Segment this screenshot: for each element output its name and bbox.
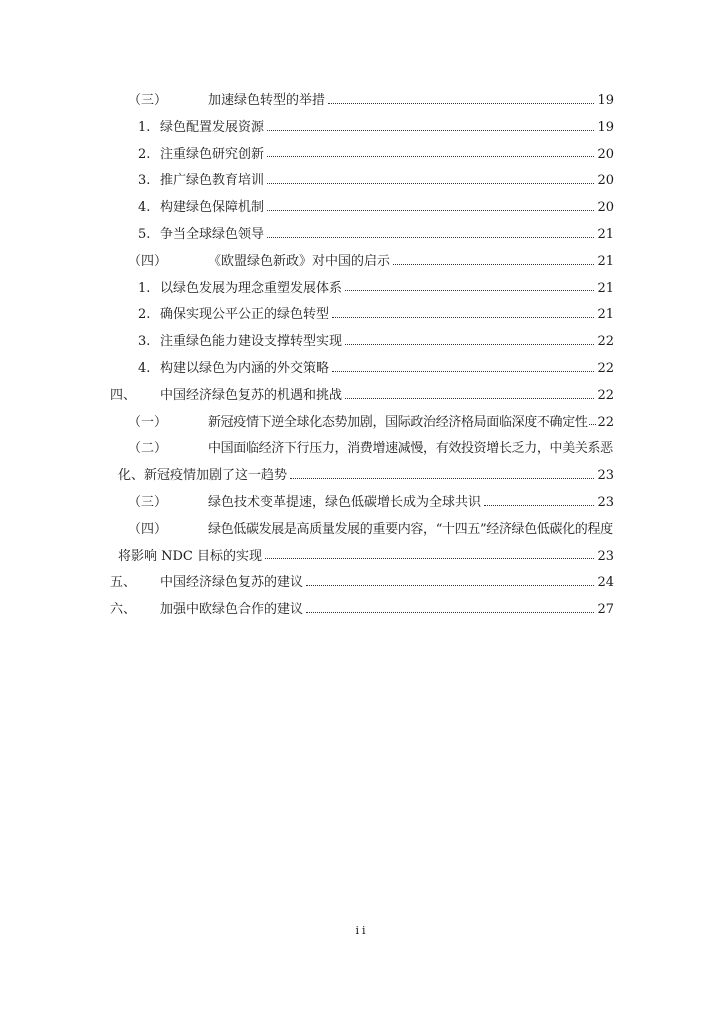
toc-entry-title: 构建绿色保障机制 bbox=[160, 200, 265, 216]
toc-entry-3-3-3[interactable] bbox=[110, 168, 614, 195]
toc-entry-title-line1: 中国面临经济下行压力，消费增速减慢，有效投资增长乏力，中美关系恶 bbox=[208, 441, 613, 457]
toc-entry-4-1[interactable] bbox=[110, 410, 614, 437]
toc-entry-page: 24 bbox=[597, 575, 614, 591]
dot-leader bbox=[328, 102, 594, 104]
toc-entry-title: 注重绿色能力建设支撑转型实现 bbox=[160, 334, 343, 350]
toc-entry-page: 21 bbox=[597, 253, 614, 269]
dot-leader bbox=[267, 209, 594, 211]
toc-entry-page: 22 bbox=[597, 387, 614, 403]
toc-entry-number: 4. bbox=[138, 360, 151, 376]
dot-leader bbox=[332, 370, 594, 372]
toc-entry-3-3[interactable] bbox=[110, 88, 614, 115]
toc-entry-3-3-5[interactable] bbox=[110, 222, 614, 249]
page-number-footer: ii bbox=[355, 924, 369, 937]
toc-entry-page: 21 bbox=[597, 226, 614, 242]
toc-entry-page: 21 bbox=[597, 307, 614, 323]
toc-entry-number: 3. bbox=[138, 334, 151, 350]
toc-entry-3-4-1[interactable] bbox=[110, 276, 614, 303]
dot-leader bbox=[267, 129, 594, 131]
toc-entry-page: 23 bbox=[597, 548, 614, 564]
toc-entry-page: 23 bbox=[597, 468, 614, 484]
toc-entry-4-2[interactable] bbox=[110, 436, 614, 490]
toc-entry-page: 23 bbox=[597, 494, 614, 510]
dot-leader bbox=[332, 316, 594, 318]
toc-entry-6[interactable] bbox=[110, 597, 614, 624]
toc-entry-title: 绿色技术变革提速，绿色低碳增长成为全球共识 bbox=[208, 494, 482, 510]
toc-entry-title: 争当全球绿色领导 bbox=[160, 226, 265, 242]
table-of-contents bbox=[110, 88, 614, 624]
toc-entry-page: 21 bbox=[597, 280, 614, 296]
dot-leader bbox=[393, 263, 594, 265]
toc-entry-number: （三） bbox=[128, 93, 168, 108]
toc-entry-title: 推广绿色教育培训 bbox=[160, 173, 265, 189]
toc-entry-number: 3. bbox=[138, 173, 151, 189]
dot-leader bbox=[345, 397, 594, 399]
toc-entry-3-4-3[interactable] bbox=[110, 329, 614, 356]
toc-entry-number: 5. bbox=[138, 226, 151, 242]
dot-leader bbox=[267, 182, 594, 184]
toc-entry-page: 20 bbox=[597, 200, 614, 216]
dot-leader bbox=[345, 343, 594, 345]
toc-entry-title: 确保实现公平公正的绿色转型 bbox=[160, 307, 330, 323]
toc-entry-4[interactable] bbox=[110, 383, 614, 410]
toc-entry-number: 2. bbox=[138, 307, 151, 323]
toc-entry-number: 4. bbox=[138, 200, 151, 216]
toc-entry-number: 2. bbox=[138, 146, 151, 162]
dot-leader bbox=[484, 504, 594, 506]
toc-entry-page: 20 bbox=[597, 146, 614, 162]
toc-entry-number: 1. bbox=[138, 119, 151, 135]
dot-leader bbox=[267, 236, 594, 238]
toc-entry-4-3[interactable] bbox=[110, 490, 614, 517]
toc-entry-title: 以绿色发展为理念重塑发展体系 bbox=[160, 280, 343, 296]
toc-entry-3-4-4[interactable] bbox=[110, 356, 614, 383]
toc-entry-4-4[interactable] bbox=[110, 517, 614, 571]
dot-leader bbox=[306, 584, 594, 586]
toc-entry-title: 《欧盟绿色新政》对中国的启示 bbox=[208, 253, 391, 269]
toc-entry-3-3-2[interactable] bbox=[110, 142, 614, 169]
dot-leader bbox=[306, 611, 594, 613]
toc-entry-page: 27 bbox=[597, 602, 614, 618]
toc-entry-page: 20 bbox=[597, 173, 614, 189]
toc-entry-title: 中国经济绿色复苏的建议 bbox=[160, 575, 304, 591]
toc-entry-page: 22 bbox=[597, 414, 614, 430]
toc-entry-title: 加速绿色转型的举措 bbox=[208, 93, 326, 108]
dot-leader bbox=[345, 289, 594, 291]
toc-entry-title: 绿色配置发展资源 bbox=[160, 119, 265, 135]
toc-entry-title: 新冠疫情下逆全球化态势加剧，国际政治经济格局面临深度不确定性 bbox=[208, 414, 588, 430]
toc-entry-page: 22 bbox=[597, 334, 614, 350]
toc-entry-page: 19 bbox=[597, 93, 614, 108]
toc-entry-title-line2: 将影响 NDC 目标的实现 bbox=[118, 548, 263, 564]
toc-entry-number: （一） bbox=[128, 414, 168, 430]
toc-entry-3-3-4[interactable] bbox=[110, 195, 614, 222]
toc-entry-page: 22 bbox=[597, 360, 614, 376]
toc-entry-number: 1. bbox=[138, 280, 151, 296]
toc-entry-number: （三） bbox=[128, 494, 168, 510]
toc-entry-number: （二） bbox=[128, 441, 168, 457]
dot-leader bbox=[265, 557, 594, 559]
toc-entry-5[interactable] bbox=[110, 570, 614, 597]
toc-entry-3-3-1[interactable] bbox=[110, 115, 614, 142]
toc-entry-number: 五、 bbox=[110, 575, 137, 591]
toc-entry-number: 六、 bbox=[110, 602, 137, 618]
toc-entry-3-4-2[interactable] bbox=[110, 302, 614, 329]
toc-entry-page: 19 bbox=[597, 119, 614, 135]
toc-entry-title: 加强中欧绿色合作的建议 bbox=[160, 602, 304, 618]
dot-leader bbox=[290, 477, 594, 479]
toc-entry-title: 构建以绿色为内涵的外交策略 bbox=[160, 360, 330, 376]
toc-entry-title-line1: 绿色低碳发展是高质量发展的重要内容，“十四五”经济绿色低碳化的程度 bbox=[208, 521, 613, 537]
toc-entry-title: 中国经济绿色复苏的机遇和挑战 bbox=[160, 387, 343, 403]
dot-leader bbox=[589, 423, 597, 425]
dot-leader bbox=[267, 155, 594, 157]
toc-entry-3-4[interactable] bbox=[110, 249, 614, 276]
toc-entry-title: 注重绿色研究创新 bbox=[160, 146, 265, 162]
toc-entry-title-line2: 化、新冠疫情加剧了这一趋势 bbox=[118, 468, 288, 484]
toc-entry-number: （四） bbox=[128, 253, 168, 269]
toc-entry-number: （四） bbox=[128, 521, 168, 537]
toc-entry-number: 四、 bbox=[110, 387, 137, 403]
